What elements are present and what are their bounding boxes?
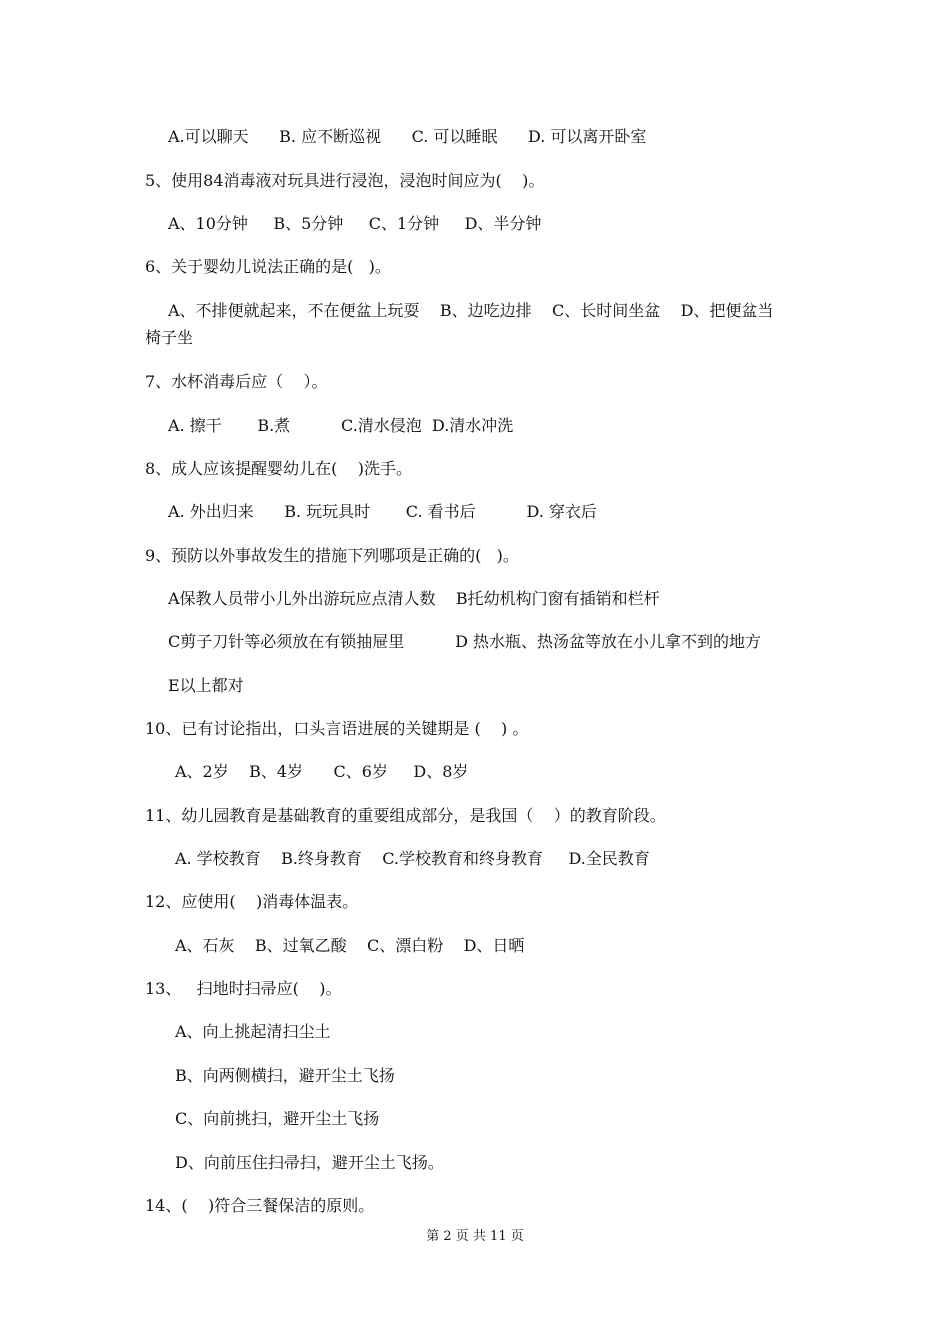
q7-options: A. 擦干 B.煮 C.清水侵泡 D.清水冲洗 xyxy=(168,416,514,435)
q9-options-ab: A保教人员带小儿外出游玩应点清人数 B托幼机构门窗有插销和栏杆 xyxy=(168,589,660,608)
q6-options: A、不排便就起来，不在便盆上玩耍 B、边吃边排 C、长时间坐盆 D、把便盆当 xyxy=(168,301,774,320)
q9-options-cd: C剪子刀针等必须放在有锁抽屉里 D 热水瓶、热汤盆等放在小儿拿不到的地方 xyxy=(168,632,762,651)
question-10: 10、已有讨论指出，口头言语进展的关键期是 ( ) 。 xyxy=(145,719,529,738)
question-13: 13、 扫地时扫帚应( )。 xyxy=(145,979,342,998)
q4-options: A.可以聊天 B. 应不断巡视 C. 可以睡眠 D. 可以离开卧室 xyxy=(168,127,647,146)
q9-option-e: E以上都对 xyxy=(168,676,244,695)
q10-options: A、2岁 B、4岁 C、6岁 D、8岁 xyxy=(175,762,469,781)
q11-options: A. 学校教育 B.终身教育 C.学校教育和终身教育 D.全民教育 xyxy=(175,849,650,868)
question-5: 5、使用84消毒液对玩具进行浸泡，浸泡时间应为( )。 xyxy=(145,171,545,190)
question-6: 6、关于婴幼儿说法正确的是( )。 xyxy=(145,257,391,276)
q13-option-b: B、向两侧横扫，避开尘土飞扬 xyxy=(175,1066,395,1085)
page-footer: 第 2 页 共 11 页 xyxy=(426,1229,524,1244)
q12-options: A、石灰 B、过氧乙酸 C、漂白粉 D、日晒 xyxy=(175,936,525,955)
question-9: 9、预防以外事故发生的措施下列哪项是正确的( )。 xyxy=(145,546,519,565)
q6-options-continued: 椅子坐 xyxy=(145,328,194,347)
q13-option-c: C、向前挑扫，避开尘土飞扬 xyxy=(175,1109,380,1128)
q5-options: A、10分钟 B、5分钟 C、1分钟 D、半分钟 xyxy=(168,214,542,233)
question-14: 14、( )符合三餐保洁的原则。 xyxy=(145,1196,375,1215)
q13-option-d: D、向前压住扫帚扫，避开尘土飞扬。 xyxy=(175,1153,444,1172)
q13-option-a: A、向上挑起清扫尘土 xyxy=(175,1022,331,1041)
question-12: 12、应使用( )消毒体温表。 xyxy=(145,892,359,911)
question-7: 7、水杯消毒后应（ ）。 xyxy=(145,372,328,391)
question-8: 8、成人应该提醒婴幼儿在( )洗手。 xyxy=(145,459,413,478)
question-11: 11、幼儿园教育是基础教育的重要组成部分，是我国（ ）的教育阶段。 xyxy=(145,806,666,825)
q8-options: A. 外出归来 B. 玩玩具时 C. 看书后 D. 穿衣后 xyxy=(168,502,597,521)
